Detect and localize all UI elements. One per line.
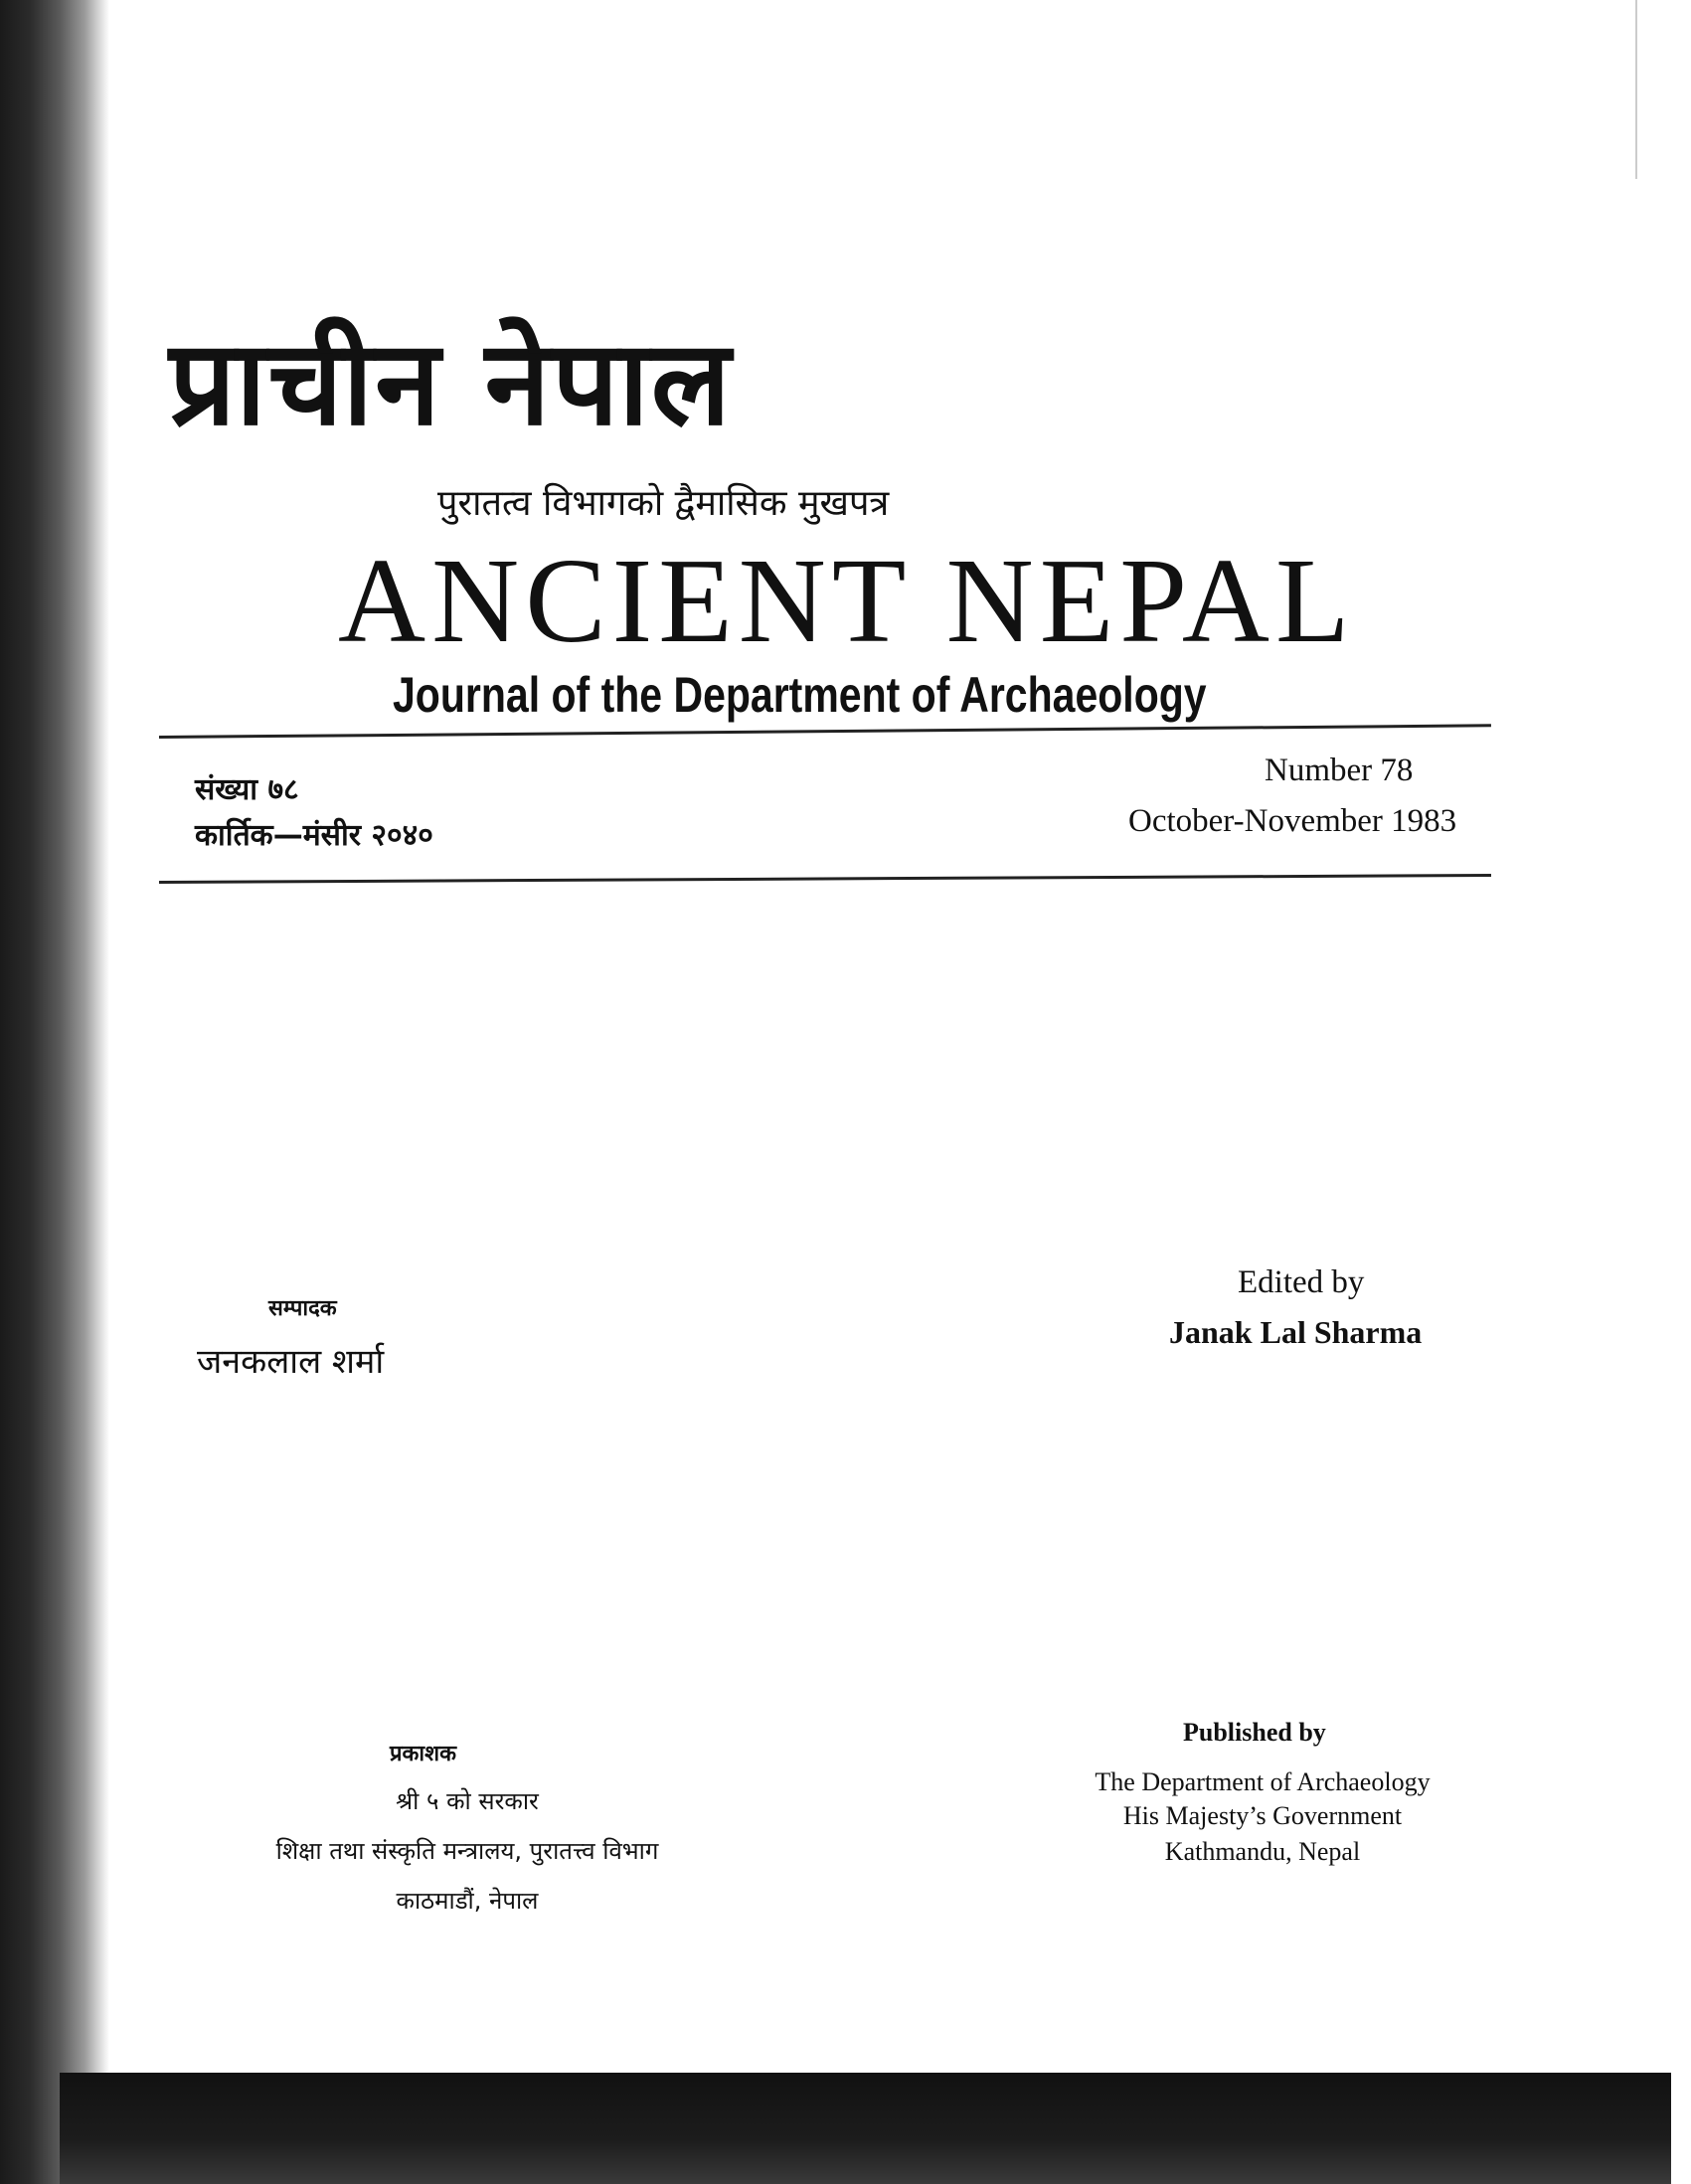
english-publisher-label: Published by bbox=[1183, 1718, 1326, 1747]
scan-edge-mark bbox=[1635, 0, 1637, 179]
nepali-publisher-line: श्री ५ को सरकार bbox=[396, 1787, 539, 1815]
scan-binding-shadow bbox=[0, 0, 109, 2184]
nepali-journal-subtitle: पुरातत्व विभागको द्वैमासिक मुखपत्र bbox=[437, 483, 890, 524]
scan-bottom-shadow bbox=[60, 2073, 1671, 2184]
nepali-journal-title: प्राचीन नेपाल bbox=[169, 314, 733, 451]
nepali-editor-name: जनकलाल शर्मा bbox=[197, 1342, 385, 1382]
english-publisher-line: His Majesty’s Government bbox=[1122, 1801, 1403, 1830]
english-editor-label: Edited by bbox=[1238, 1264, 1365, 1300]
english-publisher-line: Kathmandu, Nepal bbox=[1164, 1837, 1361, 1866]
nepali-issue-number: संख्या ७८ bbox=[195, 772, 299, 807]
bottom-rule bbox=[159, 874, 1491, 884]
english-issue-number: Number 78 bbox=[1265, 753, 1414, 788]
english-journal-title: ANCIENT NEPAL bbox=[338, 534, 1356, 668]
nepali-editor-label: सम्पादक bbox=[268, 1296, 337, 1321]
nepali-issue-date: कार्तिक—मंसीर २०४० bbox=[195, 818, 433, 853]
english-journal-subtitle: Journal of the Department of Archaeology bbox=[393, 667, 1207, 723]
nepali-publisher-label: प्रकाशक bbox=[390, 1742, 456, 1766]
english-editor-name: Janak Lal Sharma bbox=[1169, 1314, 1423, 1350]
nepali-publisher-line: शिक्षा तथा संस्कृति मन्त्रालय, पुरातत्त्व विभाग bbox=[275, 1837, 659, 1865]
english-issue-date: October-November 1983 bbox=[1128, 803, 1457, 839]
top-rule bbox=[159, 724, 1491, 739]
nepali-publisher-line: काठमाडौं, नेपाल bbox=[396, 1887, 539, 1915]
english-publisher-line: The Department of Archaeology bbox=[1095, 1767, 1431, 1796]
